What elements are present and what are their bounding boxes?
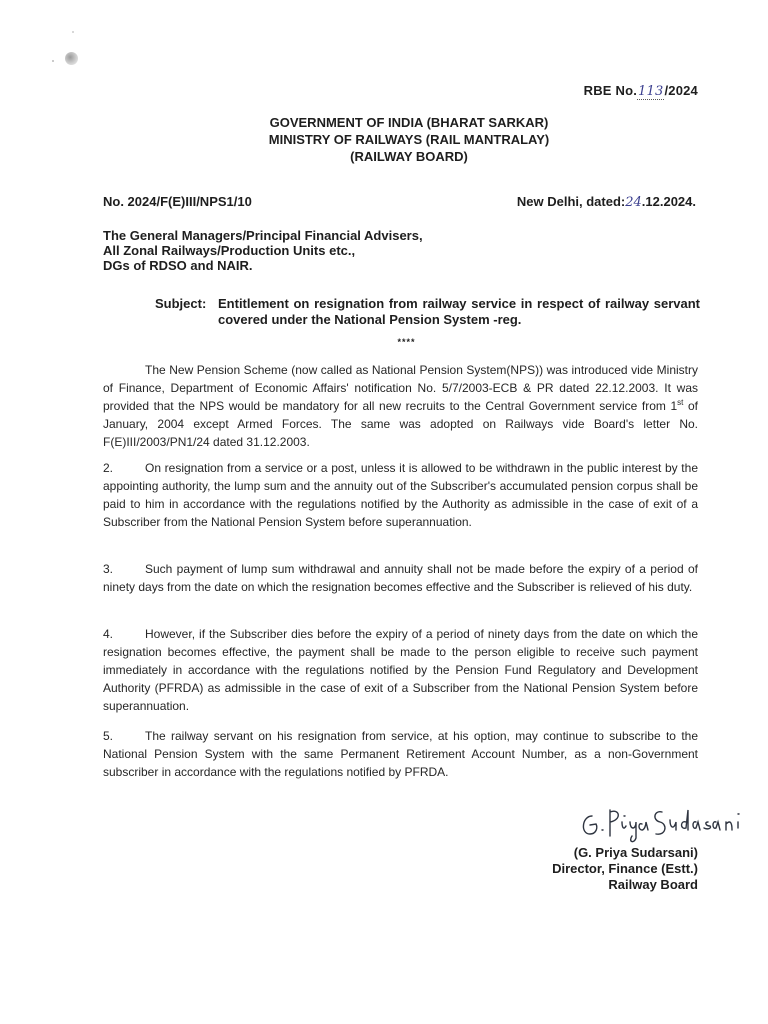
separator-stars: **** (397, 337, 416, 347)
header-ministry: MINISTRY OF RAILWAYS (RAIL MANTRALAY) (268, 132, 550, 147)
paragraph-text: Such payment of lump sum withdrawal and annuity shall not be made before the expiry of a period of ninety days from the date on which the resignation becomes effective and the Subscriber is relieved of his duty. (103, 562, 698, 594)
subject-line (155, 296, 700, 328)
paragraph-3 (103, 560, 698, 596)
subject-text: Entitlement on resignation from railway service in respect of railway servant covered under the National Pension System -reg. (218, 296, 700, 327)
rbe-handwritten-number: 113 (638, 84, 664, 99)
scan-speck (52, 60, 54, 62)
rbe-suffix: /2024 (664, 83, 698, 98)
signatory-name: (G. Priya Sudarsani) (573, 845, 698, 860)
rbe-number (584, 83, 698, 100)
signatory-office: Railway Board (608, 877, 698, 892)
paragraph-text: However, if the Subscriber dies before the expiry of a period of ninety days from the date on which the resignation becomes effective, the payment shall be made to the person eligible to receive such payment immediately in accordance with the regulations notified by the Pension Fund Regulatory and Development Authority (PFRDA) as admissible in the case of exit of a Subscriber from the National Pension System before superannuation. (103, 627, 698, 713)
scan-speck (72, 31, 74, 33)
header-board: (RAILWAY BOARD) (350, 149, 468, 164)
signatory-designation: Director, Finance (Estt.) (552, 861, 698, 876)
letterhead (0, 114, 768, 165)
date-rest: .12.2024. (641, 194, 696, 209)
punch-hole-mark (65, 52, 78, 65)
date-handwritten-day: 24 (625, 195, 642, 210)
addressee-line: DGs of RDSO and NAIR. (103, 258, 253, 273)
header-government: GOVERNMENT OF INDIA (BHARAT SARKAR) (269, 115, 549, 130)
paragraph-number: 3. (103, 562, 114, 576)
signatory-block (552, 845, 698, 893)
addressee (103, 228, 423, 273)
reference-number: No. 2024/F(E)III/NPS1/10 (103, 194, 252, 209)
paragraph-text: of January, 2004 except Armed Forces. The same was adopted on Railways vide Board's letter No. F(E)III/2003/PN1/24 dated 31.12.2003. (103, 399, 698, 449)
paragraph-2 (103, 459, 698, 531)
handwritten-signature (576, 800, 746, 850)
paragraph-text: On resignation from a service or a post, unless it is allowed to be withdrawn in the public interest by the appointing authority, the lump sum and the annuity out of the Subscriber's accumulated pension corpus shall be paid to him in accordance with the regulations notified by the Authority as admissible in the case of exit of a Subscriber from the National Pension System before superannuation. (103, 461, 698, 529)
subject-label: Subject: (155, 296, 207, 311)
paragraph-1 (103, 361, 698, 451)
date-prefix: New Delhi, dated: (516, 194, 626, 209)
date-line (517, 194, 696, 210)
rbe-prefix: RBE No. (583, 83, 638, 98)
addressee-line: All Zonal Railways/Production Units etc., (103, 243, 356, 258)
paragraph-5 (103, 727, 698, 781)
paragraph-number: 2. (103, 461, 114, 475)
superscript-st: st (677, 398, 684, 407)
addressee-line: The General Managers/Principal Financial Advisers, (103, 228, 423, 243)
paragraph-text: The New Pension Scheme (now called as National Pension System(NPS)) was introduced vide Ministry of Finance, Department of Economic Affairs' notification No. 5/7/2003-ECB & PR dated 22.12.2003. It was provided that the NPS would be mandatory for all new recruits to the Central Government service from 1 (103, 363, 698, 413)
paragraph-number: 5. (103, 729, 114, 743)
paragraph-text: The railway servant on his resignation from service, at his option, may continue to subscribe to the National Pension System with the same Permanent Retirement Account Number, as a non-Government subscriber in accordance with the regulations notified by PFRDA. (103, 729, 698, 779)
paragraph-4 (103, 625, 698, 715)
paragraph-number: 4. (103, 627, 114, 641)
